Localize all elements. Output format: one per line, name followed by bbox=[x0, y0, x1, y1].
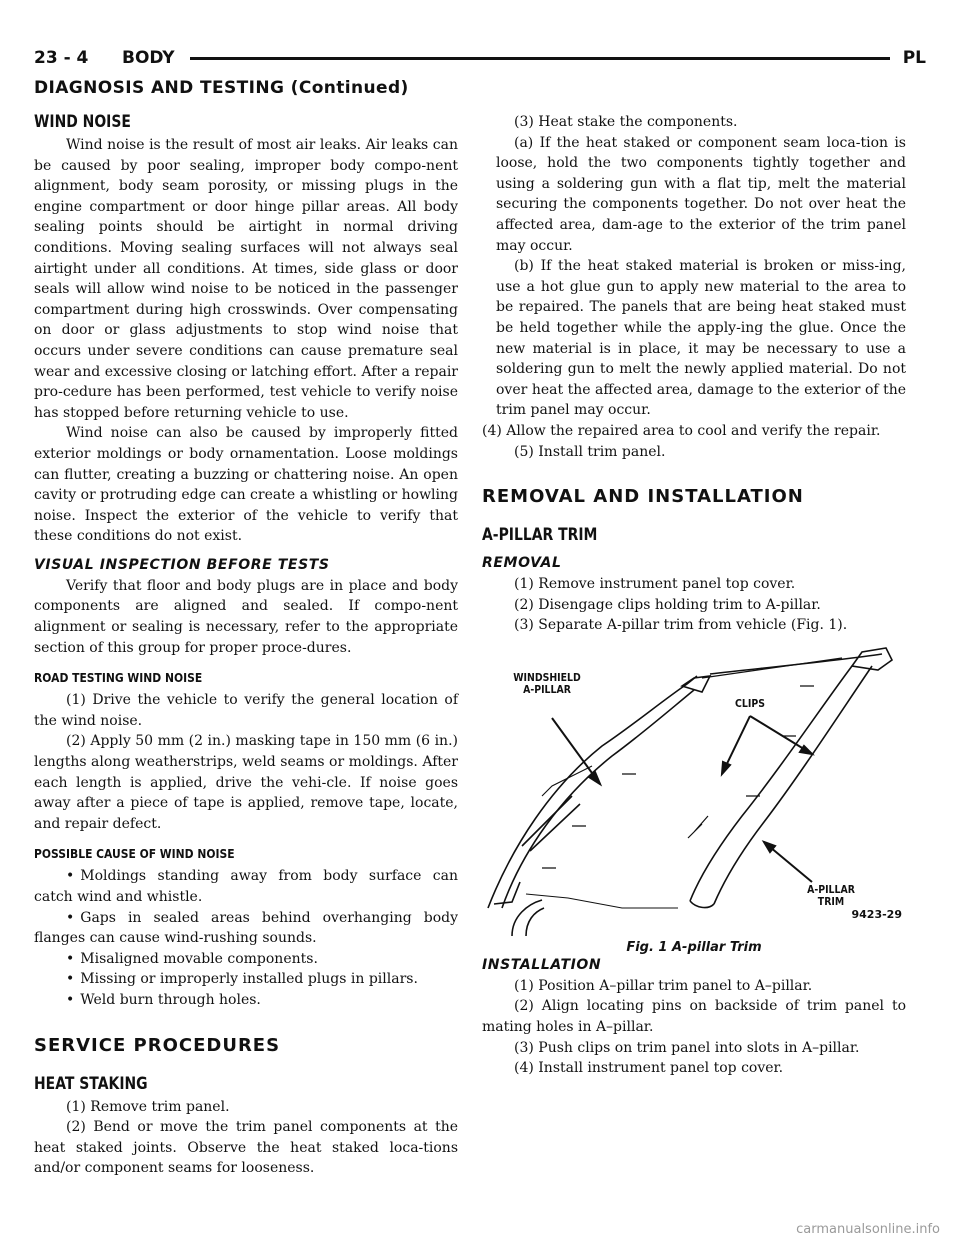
label-line: A-PILLAR bbox=[523, 682, 571, 696]
a-pillar-trim-label bbox=[793, 884, 870, 908]
installation-step-2: (2) Align locating pins on backside of trim panel to mating holes in A–pillar. bbox=[482, 998, 906, 1036]
wind-noise-paragraph-1: Wind noise is the result of most air leaks. Air leaks can be caused by poor sealing, improper body compo-nent alignment, body seam porosity, or missing plugs in the engine compartment or door hinge pillar areas. All body sealing points should be airtight in normal driving conditions. Moving sealing surfaces will not always seal airtight under all conditions. At times, side glass or door seals will allow wind noise to be noticed in the passenger compartment during high crosswinds. Over compensating on door or glass adjustments to stop wind noise that occurs under severe conditions can cause premature seal wear and excessive closing or latching effort. After a repair pro-cedure has been performed, test vehicle to verify noise has stopped before returning vehicle to use. bbox=[34, 137, 458, 421]
road-testing-heading: ROAD TESTING WIND NOISE bbox=[34, 670, 203, 686]
heat-staking-step-4: (4) Allow the repaired area to cool and verify the repair. bbox=[482, 422, 881, 439]
service-procedures-heading: SERVICE PROCEDURES bbox=[34, 1034, 281, 1056]
road-testing-step-1: (1) Drive the vehicle to verify the general location of the wind noise. bbox=[34, 692, 458, 729]
installation-step-4: (4) Install instrument panel top cover. bbox=[514, 1060, 784, 1077]
section-name: BODY bbox=[122, 48, 175, 68]
figure-caption: Fig. 1 A-pillar Trim bbox=[626, 939, 762, 955]
visual-inspection-heading: VISUAL INSPECTION BEFORE TESTS bbox=[34, 556, 330, 573]
removal-step-1: (1) Remove instrument panel top cover. bbox=[514, 576, 796, 593]
heat-staking-step-3b: (b) If the heat staked material is broken or miss-ing, use a hot glue gun to apply new material to the area to be repaired. The panels that are being heat staked must be held together while the apply-ing the glue. Once the new material is in place, it may be necessary to use a soldering gun to melt the newly applied material. Do not over heat the affected area, damage to the exterior of the trim panel may occur. bbox=[496, 258, 906, 419]
list-item: • Weld burn through holes. bbox=[34, 990, 458, 1011]
wind-noise-heading: WIND NOISE bbox=[34, 112, 131, 132]
page-number: 23 - 4 bbox=[34, 48, 89, 68]
label-line: TRIM bbox=[817, 894, 845, 908]
list-item: • Gaps in sealed areas behind overhanging body flanges can cause wind-rushing sounds. bbox=[34, 908, 458, 949]
heat-staking-step-5: (5) Install trim panel. bbox=[514, 443, 666, 460]
heat-staking-heading: HEAT STAKING bbox=[34, 1073, 148, 1094]
right-column bbox=[482, 112, 906, 1079]
road-testing-step-2: (2) Apply 50 mm (2 in.) masking tape in 150 mm (6 in.) lengths along weatherstrips, weld seams or moldings. After each length is applied, drive the vehi-cle. If noise goes away after a piece of tape is applied, remove tape, locate, and repair defect. bbox=[34, 733, 458, 832]
visual-inspection-paragraph: Verify that floor and body plugs are in place and body components are aligned and sealed. If compo-nent alignment or sealing is necessary, refer to the appropriate section of this group for proper proce-dures. bbox=[34, 577, 458, 656]
removal-step-2: (2) Disengage clips holding trim to A-pillar. bbox=[514, 596, 821, 613]
continued-heading: DIAGNOSIS AND TESTING (Continued) bbox=[34, 78, 409, 98]
installation-step-3: (3) Push clips on trim panel into slots in A–pillar. bbox=[514, 1039, 860, 1056]
page-header bbox=[34, 46, 926, 74]
removal-installation-heading: REMOVAL AND INSTALLATION bbox=[482, 486, 804, 508]
a-pillar-trim-heading: A-PILLAR TRIM bbox=[482, 525, 598, 546]
left-column bbox=[34, 112, 458, 1179]
removal-heading: REMOVAL bbox=[482, 555, 562, 572]
installation-step-1: (1) Position A–pillar trim panel to A–pillar. bbox=[514, 977, 813, 994]
removal-step-3: (3) Separate A-pillar trim from vehicle (Fig. 1). bbox=[514, 617, 848, 634]
list-item: • Moldings standing away from body surface can catch wind and whistle. bbox=[34, 866, 458, 907]
possible-cause-heading: POSSIBLE CAUSE OF WIND NOISE bbox=[34, 846, 235, 862]
installation-heading: INSTALLATION bbox=[482, 956, 602, 973]
windshield-a-pillar-label bbox=[492, 672, 603, 696]
label-line: A-PILLAR bbox=[807, 882, 855, 896]
header-rule bbox=[190, 57, 890, 60]
a-pillar-trim-figure bbox=[482, 646, 906, 936]
heat-staking-step-2: (2) Bend or move the trim panel components at the heat staked joints. Observe the heat staked loca-tions and/or component seams for looseness. bbox=[34, 1119, 458, 1177]
possible-cause-list bbox=[34, 866, 458, 1010]
model-code: PL bbox=[902, 48, 926, 68]
heat-staking-step-1: (1) Remove trim panel. bbox=[66, 1098, 230, 1115]
list-item: • Misaligned movable components. bbox=[34, 949, 458, 970]
list-item: • Missing or improperly installed plugs in pillars. bbox=[34, 969, 458, 990]
figure-code: 9423-29 bbox=[851, 907, 902, 921]
label-line: WINDSHIELD bbox=[513, 670, 581, 684]
watermark: carmanualsonline.info bbox=[796, 1222, 940, 1237]
heat-staking-step-3a: (a) If the heat staked or component seam loca-tion is loose, hold the two components tightly together and using a soldering gun with a flat tip, melt the material securing the components together. Do not over heat the affected area, dam-age to the exterior of the trim panel may occur. bbox=[496, 134, 906, 254]
wind-noise-paragraph-2: Wind noise can also be caused by improperly fitted exterior moldings or body ornamentation. Loose moldings can flutter, creating a buzzing or chattering noise. An open cavity or protruding edge can create a whistling or howling noise. Inspect the exterior of the vehicle to verify that these conditions do not exist. bbox=[34, 425, 458, 545]
heat-staking-step-3: (3) Heat stake the components. bbox=[514, 114, 738, 130]
clips-label: CLIPS bbox=[735, 696, 765, 710]
